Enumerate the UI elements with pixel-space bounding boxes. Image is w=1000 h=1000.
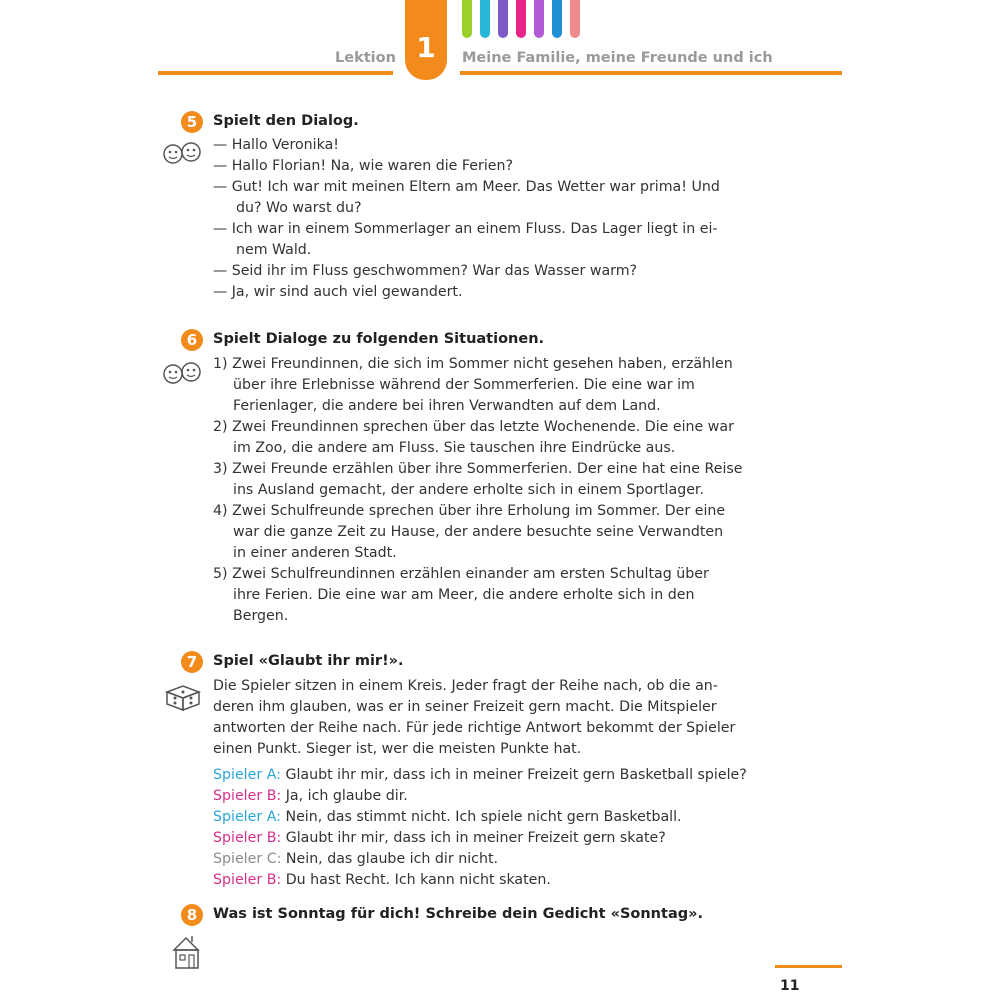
header-rule-left [158,71,393,75]
pair-talk-icon [160,140,206,168]
dialog-line: nem Wald. [236,242,312,258]
stripe [480,0,490,38]
situation-line: ins Ausland gemacht, der andere erholte sich in einem Sportlager. [233,482,704,498]
dialog-line: — Ich war in einem Sommerlager an einem Fluss. Das Lager liegt in ei- [213,221,718,237]
dialog-row [213,786,408,807]
game-rules-line: deren ihm glauben, was er in seiner Freizeit gern macht. Die Mitspieler [213,699,717,715]
stripe [552,0,562,38]
exercise-8-title: Was ist Sonntag für dich! Schreibe dein Gedicht «Sonntag». [213,906,703,922]
situation-line: 3) Zwei Freunde erzählen über ihre Sommerferien. Der eine hat eine Reise [213,461,743,477]
dialog-row [213,870,551,891]
stripe [516,0,526,38]
game-rules-line: antworten der Reihe nach. Für jede richtige Antwort bekommt der Spieler [213,720,736,736]
dialog-row [213,765,747,786]
lesson-number-tab: 1 [405,0,447,80]
game-rules-line: einen Punkt. Sieger ist, wer die meisten Punkte hat. [213,741,582,757]
situation-line: war die ganze Zeit zu Hause, der andere besuchte seine Verwandten [233,524,724,540]
speaker-text: Nein, das glaube ich dir nicht. [285,851,499,867]
dialog-row [213,828,666,849]
situation-line: ihre Ferien. Die eine war am Meer, die andere erholte sich in den [233,587,695,603]
exercise-6-title: Spielt Dialoge zu folgenden Situationen. [213,331,545,347]
situation-line: Ferienlager, die andere bei ihren Verwandten auf dem Land. [233,398,661,414]
page-number: 11 [780,978,800,994]
speaker-label: Spieler C: [213,851,282,867]
situation-line: 2) Zwei Freundinnen sprechen über das letzte Wochenende. Die eine war [213,419,734,435]
situation-line: 4) Zwei Schulfreunde sprechen über ihre Erholung im Sommer. Der eine [213,503,726,519]
speaker-text: Glaubt ihr mir, dass ich in meiner Freizeit gern Basketball spiele? [285,767,747,783]
dice-icon [163,680,205,712]
speaker-label: Spieler B: [213,830,282,846]
speaker-text: Ja, ich glaube dir. [285,788,408,804]
situation-line: im Zoo, die andere am Fluss. Sie tauschen ihre Eindrücke aus. [233,440,676,456]
dialog-line: — Hallo Florian! Na, wie waren die Ferien? [213,158,514,174]
dialog-line: — Hallo Veronika! [213,137,339,153]
footer-rule [775,965,842,968]
speaker-text: Du hast Recht. Ich kann nicht skaten. [285,872,551,888]
dialog-line: — Ja, wir sind auch viel gewandert. [213,284,463,300]
exercise-number-5: 5 [181,111,203,133]
pair-talk-icon [160,360,206,388]
lesson-title: Meine Familie, meine Freunde und ich [462,50,773,66]
exercise-5-title: Spielt den Dialog. [213,113,359,129]
speaker-text: Glaubt ihr mir, dass ich in meiner Freizeit gern skate? [285,830,666,846]
situation-line: Bergen. [233,608,289,624]
dialog-line: du? Wo warst du? [236,200,362,216]
situation-line: über ihre Erlebnisse während der Sommerferien. Die eine war im [233,377,695,393]
exercise-number-7: 7 [181,651,203,673]
speaker-label: Spieler B: [213,872,282,888]
stripe [462,0,472,38]
exercise-number-6: 6 [181,329,203,351]
speaker-label: Spieler A: [213,767,281,783]
color-stripes [462,0,580,38]
lesson-word: Lektion [335,50,396,66]
exercise-7-title: Spiel «Glaubt ihr mir!». [213,653,404,669]
house-homework-icon [168,932,208,972]
stripe [498,0,508,38]
stripe [570,0,580,38]
speaker-label: Spieler B: [213,788,282,804]
speaker-label: Spieler A: [213,809,281,825]
situation-line: in einer anderen Stadt. [233,545,397,561]
dialog-line: — Seid ihr im Fluss geschwommen? War das Wasser warm? [213,263,638,279]
exercise-number-8: 8 [181,904,203,926]
speaker-text: Nein, das stimmt nicht. Ich spiele nicht gern Basketball. [285,809,682,825]
dialog-row [213,807,682,828]
game-rules-line: Die Spieler sitzen in einem Kreis. Jeder fragt der Reihe nach, ob die an- [213,678,718,694]
situation-line: 5) Zwei Schulfreundinnen erzählen einander am ersten Schultag über [213,566,709,582]
header-rule-right [460,71,842,75]
dialog-row [213,849,498,870]
dialog-line: — Gut! Ich war mit meinen Eltern am Meer. Das Wetter war prima! Und [213,179,720,195]
situation-line: 1) Zwei Freundinnen, die sich im Sommer nicht gesehen haben, erzählen [213,356,733,372]
stripe [534,0,544,38]
